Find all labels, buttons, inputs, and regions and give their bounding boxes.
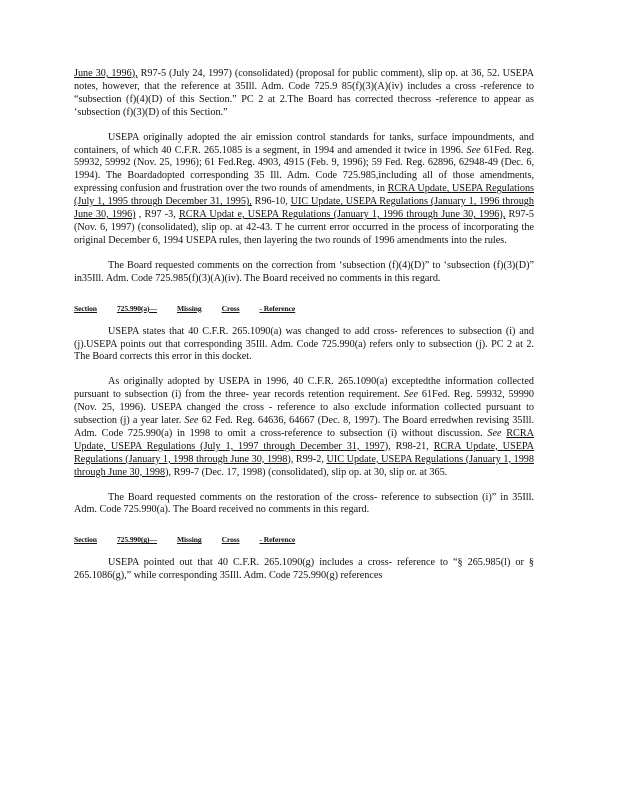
citation-underlined: June 30, 1996), <box>74 68 138 79</box>
paragraph-7 <box>74 557 534 583</box>
paragraph-text: 61Fed. Reg. 59932, 59990 (Nov. 25, 1996). USEPA changed the cross - reference to also exclude information collected pursuant to subsection (j) a year later. <box>74 389 534 427</box>
paragraph-text: The Board requested comments on the correction from ‘subsection (f)(4)(D)” to ‘subsection (f)(3)(D)” in35Ill. Adm. Code 725.985(f)(3)(A)(iv). The Board received no comments in this regard. <box>74 259 534 284</box>
paragraph-4 <box>74 326 534 365</box>
see-signal: See <box>403 389 418 401</box>
paragraph-text: R98-21, <box>390 440 434 452</box>
heading-section-word: Section <box>74 535 97 545</box>
heading-reference: - Reference <box>259 535 296 545</box>
paragraph-5 <box>74 376 534 479</box>
paragraph-text: USEPA pointed out that 40 C.F.R. 265.1090(g) includes a cross- reference to “§ 265.985(l) or § 265.1086(g),” while corresponding 35Ill. Adm. Code 725.990(g) references <box>74 557 534 582</box>
heading-missing: Missing <box>176 535 202 545</box>
paragraph-text: , R97 -3, <box>135 209 179 221</box>
section-heading-725-990-a <box>74 304 534 314</box>
paragraph-1 <box>74 68 534 120</box>
paragraph-text: 61Fed. Reg. 59932, 59992 (Nov. 25, 1996); 61 Fed.Reg. 4903, 4915 (Feb. 9, 1996); 59 Fed. Reg. 62896, 62948-49 (Dec. 6, 1994). The Boardadopted corresponding 35 Ill. Adm. Code 725.985,including all of those amendments, expressing confusion and frustration over the two rounds of amendments, in <box>74 144 534 195</box>
paragraph-text: R96-10, <box>251 196 291 208</box>
document-page <box>74 68 534 583</box>
see-signal: See <box>184 415 199 427</box>
heading-cross: Cross <box>221 303 240 313</box>
section-heading-725-990-g <box>74 535 534 545</box>
paragraph-text: The Board requested comments on the restoration of the cross- reference to subsection (i)” in 35Ill. Adm. Code 725.990(a). The Board received no comments in this regard. <box>74 491 534 516</box>
citation-underlined: RCRA Update, USEPA Regulations (July 1, 1997 through December 31, 1997), <box>74 427 534 452</box>
paragraph-text: R97-5 (Nov. 6, 1997) (consolidated), slip op. at 42-43. T he current error occurred in the process of incorporating the original December 6, 1994 USEPA rules, then layering the two rounds of 1996 amendments into the rules. <box>74 209 535 246</box>
citation-underlined: RCRA Update, USEPA Regulations (July 1, 1995 through December 31, 1995), <box>74 183 534 208</box>
heading-section-word: Section <box>74 303 97 313</box>
paragraph-text: R99-2, <box>293 453 327 465</box>
citation-underlined: UIC Update, USEPA Regulations (January 1, 1996 through June 30, 1996) <box>74 196 534 221</box>
citation-underlined: RCRA Updat e, USEPA Regulations (January 1, 1996 through June 30, 1996), <box>178 209 506 221</box>
paragraph-text: USEPA originally adopted the air emission control standards for tanks, surface impoundments, and containers, of which 40 C.F.R. 265.1085 is a segment, in 1994 and amended it twice in 1996. <box>74 131 534 156</box>
paragraph-6 <box>74 492 534 518</box>
paragraph-2 <box>74 132 534 248</box>
heading-reference: - Reference <box>259 303 296 313</box>
heading-section-number: 725.990(a)— <box>116 303 157 313</box>
heading-missing: Missing <box>176 303 202 313</box>
paragraph-3 <box>74 260 534 286</box>
citation-underlined: RCRA Update, USEPA Regulations (January 1, 1998 through June 30, 1998), <box>74 440 535 465</box>
paragraph-text: USEPA states that 40 C.F.R. 265.1090(a) was changed to add cross- references to subsection (i) and (j).USEPA points out that corresponding 35Ill. Adm. Code 725.990(a) refers only to subsection (j). PC 2 at 2. The Board corrects this error in this docket. <box>74 325 534 363</box>
see-signal: See <box>487 427 502 439</box>
heading-cross: Cross <box>221 535 240 545</box>
see-signal: See <box>466 144 481 156</box>
paragraph-text: R99-7 (Dec. 17, 1998) (consolidated), slip op. at 30, slip or. at 365. <box>171 466 448 478</box>
citation-underlined: UIC Update, USEPA Regulations (January 1, 1998 through June 30, 1998), <box>74 453 534 478</box>
paragraph-text: As originally adopted by USEPA in 1996, 40 C.F.R. 265.1090(a) exceptedthe information collected pursuant to subsection (i) from the three- year records retention requirement. <box>74 376 534 401</box>
paragraph-text: R97-5 (July 24, 1997) (consolidated) (proposal for public comment), slip op. at 36, 52. USEPA notes, however, that the reference at 35Ill. Adm. Code 725.9 85(f)(3)(A)(iv) includes a cross -reference to “subsection (f)(4)(D) of this Section.” PC 2 at 2.The Board has corrected thecross -reference to appear as ‘subsection (f)(3)(D) of this Section.” <box>74 68 534 118</box>
paragraph-text: 62 Fed. Reg. 64636, 64667 (Dec. 8, 1997). The Board erredwhen revising 35Ill. Adm. Code 725.990(a) in 1998 to omit a cross-reference to subsection (i) without discussion. <box>74 415 534 439</box>
heading-section-number: 725.990(g)— <box>116 535 157 545</box>
